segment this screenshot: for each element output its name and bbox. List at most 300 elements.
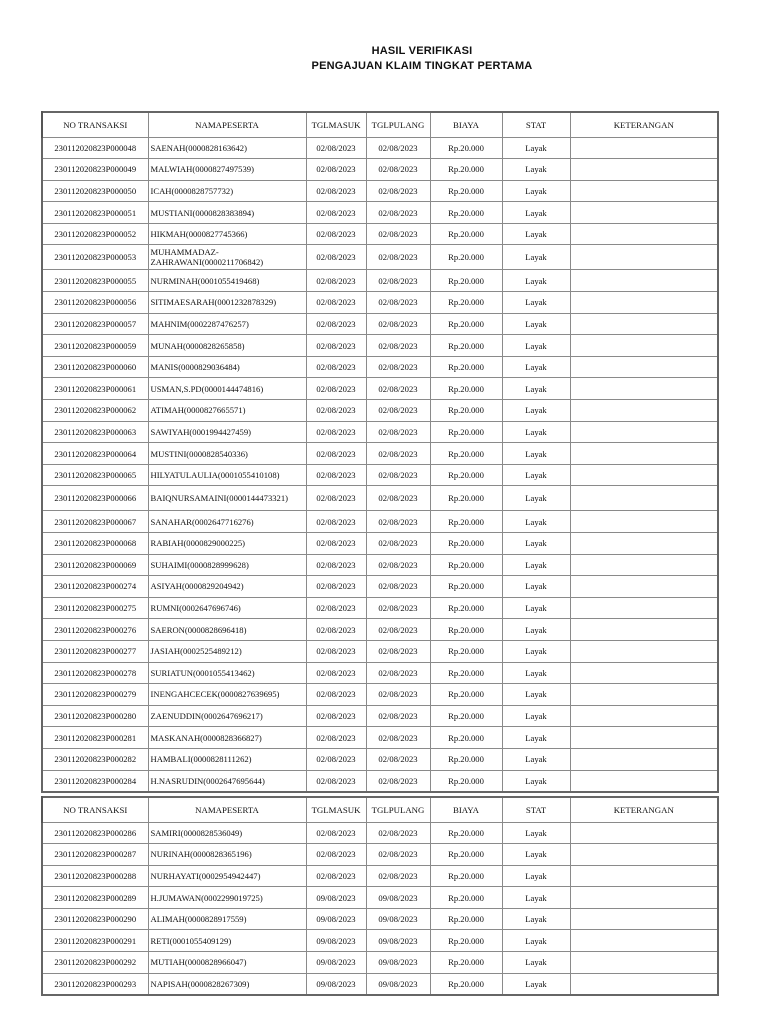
cell-biaya: Rp.20.000 <box>430 421 502 443</box>
cell-tglpulang: 02/08/2023 <box>366 202 430 224</box>
cell-no-transaksi: 230112020823P000057 <box>42 313 148 335</box>
cell-keterangan <box>570 597 718 619</box>
cell-stat: Layak <box>502 770 570 792</box>
cell-stat: Layak <box>502 822 570 844</box>
cell-tglmasuk: 02/08/2023 <box>306 619 366 641</box>
cell-namapeserta: RETI(0001055409129) <box>148 930 306 952</box>
cell-stat: Layak <box>502 887 570 909</box>
cell-keterangan <box>570 356 718 378</box>
cell-stat: Layak <box>502 292 570 314</box>
cell-biaya: Rp.20.000 <box>430 597 502 619</box>
cell-no-transaksi: 230112020823P000279 <box>42 684 148 706</box>
cell-tglpulang: 02/08/2023 <box>366 748 430 770</box>
cell-namapeserta: SURIATUN(0001055413462) <box>148 662 306 684</box>
cell-biaya: Rp.20.000 <box>430 270 502 292</box>
cell-namapeserta: SAERON(0000828696418) <box>148 619 306 641</box>
cell-keterangan <box>570 137 718 159</box>
cell-no-transaksi: 230112020823P000066 <box>42 486 148 511</box>
table-row <box>42 137 718 159</box>
cell-tglpulang: 09/08/2023 <box>366 908 430 930</box>
table-row <box>42 844 718 866</box>
cell-keterangan <box>570 292 718 314</box>
cell-keterangan <box>570 705 718 727</box>
cell-no-transaksi: 230112020823P000290 <box>42 908 148 930</box>
table-row <box>42 378 718 400</box>
cell-keterangan <box>570 576 718 598</box>
cell-tglpulang: 02/08/2023 <box>366 464 430 486</box>
cell-stat: Layak <box>502 576 570 598</box>
cell-tglpulang: 09/08/2023 <box>366 930 430 952</box>
table-row <box>42 159 718 181</box>
cell-namapeserta: SAENAH(0000828163642) <box>148 137 306 159</box>
cell-biaya: Rp.20.000 <box>430 640 502 662</box>
cell-namapeserta: ALIMAH(0000828917559) <box>148 908 306 930</box>
cell-keterangan <box>570 443 718 465</box>
table-row <box>42 421 718 443</box>
cell-stat: Layak <box>502 705 570 727</box>
cell-tglpulang: 02/08/2023 <box>366 662 430 684</box>
cell-tglmasuk: 02/08/2023 <box>306 464 366 486</box>
cell-namapeserta: RUMNI(0002647696746) <box>148 597 306 619</box>
cell-biaya: Rp.20.000 <box>430 619 502 641</box>
cell-stat: Layak <box>502 159 570 181</box>
cell-tglmasuk: 02/08/2023 <box>306 684 366 706</box>
col-tglpulang-header: TGLPULANG <box>366 112 430 137</box>
cell-no-transaksi: 230112020823P000051 <box>42 202 148 224</box>
cell-tglpulang: 02/08/2023 <box>366 554 430 576</box>
cell-stat: Layak <box>502 223 570 245</box>
cell-tglmasuk: 09/08/2023 <box>306 952 366 974</box>
cell-namapeserta: ASIYAH(0000829204942) <box>148 576 306 598</box>
cell-no-transaksi: 230112020823P000053 <box>42 245 148 270</box>
cell-no-transaksi: 230112020823P000062 <box>42 400 148 422</box>
cell-biaya: Rp.20.000 <box>430 727 502 749</box>
table-row <box>42 748 718 770</box>
table-row <box>42 597 718 619</box>
cell-stat: Layak <box>502 421 570 443</box>
col-no-transaksi-header: NO TRANSAKSI <box>42 112 148 137</box>
table-row <box>42 511 718 533</box>
cell-stat: Layak <box>502 908 570 930</box>
cell-tglmasuk: 09/08/2023 <box>306 908 366 930</box>
col-tglmasuk-header: TGLMASUK <box>306 797 366 822</box>
col-no-transaksi-header: NO TRANSAKSI <box>42 797 148 822</box>
cell-tglmasuk: 09/08/2023 <box>306 930 366 952</box>
cell-biaya: Rp.20.000 <box>430 137 502 159</box>
cell-tglpulang: 02/08/2023 <box>366 486 430 511</box>
cell-tglmasuk: 02/08/2023 <box>306 748 366 770</box>
cell-namapeserta: INENGAHCECEK(0000827639695) <box>148 684 306 706</box>
cell-namapeserta: MUNAH(0000828265858) <box>148 335 306 357</box>
cell-namapeserta: HAMBALI(0000828111262) <box>148 748 306 770</box>
cell-biaya: Rp.20.000 <box>430 554 502 576</box>
cell-namapeserta: MUSTIANI(0000828383894) <box>148 202 306 224</box>
table-row <box>42 443 718 465</box>
cell-stat: Layak <box>502 727 570 749</box>
cell-biaya: Rp.20.000 <box>430 684 502 706</box>
table-row <box>42 908 718 930</box>
cell-biaya: Rp.20.000 <box>430 705 502 727</box>
cell-biaya: Rp.20.000 <box>430 223 502 245</box>
cell-biaya: Rp.20.000 <box>430 335 502 357</box>
cell-namapeserta: SUHAIMI(0000828999628) <box>148 554 306 576</box>
table-row <box>42 202 718 224</box>
cell-no-transaksi: 230112020823P000286 <box>42 822 148 844</box>
table-row <box>42 930 718 952</box>
cell-no-transaksi: 230112020823P000048 <box>42 137 148 159</box>
cell-biaya: Rp.20.000 <box>430 973 502 995</box>
cell-namapeserta: ZAENUDDIN(0002647696217) <box>148 705 306 727</box>
table-row <box>42 245 718 270</box>
col-namapeserta-header: NAMAPESERTA <box>148 797 306 822</box>
cell-tglpulang: 02/08/2023 <box>366 511 430 533</box>
cell-namapeserta: MASKANAH(0000828366827) <box>148 727 306 749</box>
cell-no-transaksi: 230112020823P000280 <box>42 705 148 727</box>
table-row <box>42 952 718 974</box>
cell-biaya: Rp.20.000 <box>430 443 502 465</box>
cell-keterangan <box>570 770 718 792</box>
cell-tglmasuk: 02/08/2023 <box>306 292 366 314</box>
cell-biaya: Rp.20.000 <box>430 511 502 533</box>
cell-no-transaksi: 230112020823P000293 <box>42 973 148 995</box>
cell-stat: Layak <box>502 930 570 952</box>
table-row <box>42 705 718 727</box>
cell-stat: Layak <box>502 511 570 533</box>
cell-stat: Layak <box>502 952 570 974</box>
cell-keterangan <box>570 930 718 952</box>
cell-keterangan <box>570 202 718 224</box>
cell-tglpulang: 02/08/2023 <box>366 245 430 270</box>
cell-biaya: Rp.20.000 <box>430 400 502 422</box>
cell-no-transaksi: 230112020823P000287 <box>42 844 148 866</box>
cell-namapeserta: H.NASRUDIN(0002647695644) <box>148 770 306 792</box>
cell-keterangan <box>570 908 718 930</box>
col-tglpulang-header: TGLPULANG <box>366 797 430 822</box>
cell-no-transaksi: 230112020823P000061 <box>42 378 148 400</box>
col-keterangan-header: KETERANGAN <box>570 797 718 822</box>
cell-tglmasuk: 02/08/2023 <box>306 223 366 245</box>
cell-namapeserta: SAWIYAH(0001994427459) <box>148 421 306 443</box>
cell-no-transaksi: 230112020823P000055 <box>42 270 148 292</box>
cell-stat: Layak <box>502 270 570 292</box>
cell-namapeserta: SANAHAR(0002647716276) <box>148 511 306 533</box>
cell-no-transaksi: 230112020823P000291 <box>42 930 148 952</box>
cell-tglmasuk: 02/08/2023 <box>306 137 366 159</box>
cell-stat: Layak <box>502 180 570 202</box>
cell-tglpulang: 02/08/2023 <box>366 865 430 887</box>
cell-tglpulang: 02/08/2023 <box>366 684 430 706</box>
cell-stat: Layak <box>502 335 570 357</box>
cell-keterangan <box>570 748 718 770</box>
cell-stat: Layak <box>502 245 570 270</box>
cell-tglpulang: 02/08/2023 <box>366 421 430 443</box>
cell-namapeserta: MUTIAH(0000828966047) <box>148 952 306 974</box>
table-row <box>42 973 718 995</box>
cell-keterangan <box>570 400 718 422</box>
cell-tglmasuk: 02/08/2023 <box>306 640 366 662</box>
cell-keterangan <box>570 245 718 270</box>
table-row <box>42 727 718 749</box>
cell-keterangan <box>570 619 718 641</box>
claims-table-2 <box>41 796 719 996</box>
cell-tglpulang: 02/08/2023 <box>366 159 430 181</box>
cell-no-transaksi: 230112020823P000064 <box>42 443 148 465</box>
table-row <box>42 292 718 314</box>
cell-stat: Layak <box>502 640 570 662</box>
cell-tglpulang: 02/08/2023 <box>366 400 430 422</box>
cell-tglpulang: 02/08/2023 <box>366 335 430 357</box>
cell-keterangan <box>570 554 718 576</box>
cell-namapeserta: MUSTINI(0000828540336) <box>148 443 306 465</box>
col-biaya-header: BIAYA <box>430 797 502 822</box>
cell-tglpulang: 02/08/2023 <box>366 443 430 465</box>
cell-tglpulang: 02/08/2023 <box>366 822 430 844</box>
cell-stat: Layak <box>502 486 570 511</box>
cell-no-transaksi: 230112020823P000275 <box>42 597 148 619</box>
cell-keterangan <box>570 662 718 684</box>
cell-no-transaksi: 230112020823P000049 <box>42 159 148 181</box>
cell-biaya: Rp.20.000 <box>430 245 502 270</box>
cell-biaya: Rp.20.000 <box>430 822 502 844</box>
cell-stat: Layak <box>502 443 570 465</box>
col-keterangan-header: KETERANGAN <box>570 112 718 137</box>
cell-stat: Layak <box>502 748 570 770</box>
cell-stat: Layak <box>502 137 570 159</box>
cell-keterangan <box>570 159 718 181</box>
cell-namapeserta: SITIMAESARAH(0001232878329) <box>148 292 306 314</box>
cell-no-transaksi: 230112020823P000277 <box>42 640 148 662</box>
cell-tglpulang: 02/08/2023 <box>366 378 430 400</box>
cell-tglmasuk: 02/08/2023 <box>306 313 366 335</box>
table-row <box>42 223 718 245</box>
cell-tglpulang: 02/08/2023 <box>366 292 430 314</box>
cell-tglpulang: 02/08/2023 <box>366 223 430 245</box>
cell-stat: Layak <box>502 684 570 706</box>
cell-no-transaksi: 230112020823P000056 <box>42 292 148 314</box>
cell-tglmasuk: 02/08/2023 <box>306 597 366 619</box>
cell-tglpulang: 02/08/2023 <box>366 640 430 662</box>
col-stat-header: STAT <box>502 112 570 137</box>
cell-tglpulang: 09/08/2023 <box>366 952 430 974</box>
cell-keterangan <box>570 223 718 245</box>
table-row <box>42 822 718 844</box>
claims-table-1 <box>41 111 719 793</box>
cell-keterangan <box>570 822 718 844</box>
cell-tglmasuk: 02/08/2023 <box>306 356 366 378</box>
cell-stat: Layak <box>502 533 570 555</box>
cell-biaya: Rp.20.000 <box>430 378 502 400</box>
table-row <box>42 554 718 576</box>
cell-biaya: Rp.20.000 <box>430 576 502 598</box>
cell-no-transaksi: 230112020823P000065 <box>42 464 148 486</box>
col-namapeserta-header: NAMAPESERTA <box>148 112 306 137</box>
cell-keterangan <box>570 486 718 511</box>
cell-biaya: Rp.20.000 <box>430 770 502 792</box>
cell-namapeserta: MANIS(0000829036484) <box>148 356 306 378</box>
cell-tglmasuk: 02/08/2023 <box>306 865 366 887</box>
cell-tglmasuk: 02/08/2023 <box>306 486 366 511</box>
table-row <box>42 464 718 486</box>
cell-namapeserta: HILYATULAULIA(0001055410108) <box>148 464 306 486</box>
cell-namapeserta: SAMIRI(0000828536049) <box>148 822 306 844</box>
cell-keterangan <box>570 180 718 202</box>
table-row <box>42 180 718 202</box>
col-biaya-header: BIAYA <box>430 112 502 137</box>
cell-no-transaksi: 230112020823P000063 <box>42 421 148 443</box>
cell-keterangan <box>570 844 718 866</box>
cell-stat: Layak <box>502 973 570 995</box>
cell-tglmasuk: 02/08/2023 <box>306 202 366 224</box>
cell-biaya: Rp.20.000 <box>430 464 502 486</box>
cell-no-transaksi: 230112020823P000276 <box>42 619 148 641</box>
col-stat-header: STAT <box>502 797 570 822</box>
cell-tglpulang: 02/08/2023 <box>366 597 430 619</box>
cell-no-transaksi: 230112020823P000274 <box>42 576 148 598</box>
cell-no-transaksi: 230112020823P000282 <box>42 748 148 770</box>
cell-biaya: Rp.20.000 <box>430 486 502 511</box>
cell-biaya: Rp.20.000 <box>430 908 502 930</box>
cell-tglpulang: 09/08/2023 <box>366 973 430 995</box>
cell-tglmasuk: 02/08/2023 <box>306 770 366 792</box>
cell-tglmasuk: 02/08/2023 <box>306 727 366 749</box>
table-row <box>42 576 718 598</box>
cell-biaya: Rp.20.000 <box>430 356 502 378</box>
cell-tglmasuk: 09/08/2023 <box>306 887 366 909</box>
table-row <box>42 400 718 422</box>
cell-keterangan <box>570 464 718 486</box>
document-subtitle: PENGAJUAN KLAIM TINGKAT PERTAMA <box>311 60 533 72</box>
cell-biaya: Rp.20.000 <box>430 662 502 684</box>
cell-biaya: Rp.20.000 <box>430 202 502 224</box>
cell-tglpulang: 09/08/2023 <box>366 887 430 909</box>
cell-namapeserta: USMAN,S.PD(0000144474816) <box>148 378 306 400</box>
cell-biaya: Rp.20.000 <box>430 533 502 555</box>
cell-namapeserta: HIKMAH(0000827745366) <box>148 223 306 245</box>
cell-stat: Layak <box>502 865 570 887</box>
cell-namapeserta: MUHAMMADAZ-ZAHRAWANI(0000211706842) <box>148 245 306 270</box>
cell-stat: Layak <box>502 313 570 335</box>
cell-tglpulang: 02/08/2023 <box>366 727 430 749</box>
cell-tglmasuk: 02/08/2023 <box>306 443 366 465</box>
cell-stat: Layak <box>502 554 570 576</box>
cell-biaya: Rp.20.000 <box>430 930 502 952</box>
cell-keterangan <box>570 865 718 887</box>
cell-keterangan <box>570 684 718 706</box>
cell-no-transaksi: 230112020823P000281 <box>42 727 148 749</box>
col-tglmasuk-header: TGLMASUK <box>306 112 366 137</box>
cell-stat: Layak <box>502 619 570 641</box>
cell-no-transaksi: 230112020823P000292 <box>42 952 148 974</box>
cell-stat: Layak <box>502 844 570 866</box>
table-row <box>42 640 718 662</box>
cell-stat: Layak <box>502 464 570 486</box>
cell-namapeserta: NURHAYATI(0002954942447) <box>148 865 306 887</box>
cell-biaya: Rp.20.000 <box>430 180 502 202</box>
table-row <box>42 356 718 378</box>
cell-biaya: Rp.20.000 <box>430 313 502 335</box>
table-row <box>42 313 718 335</box>
cell-no-transaksi: 230112020823P000050 <box>42 180 148 202</box>
cell-keterangan <box>570 313 718 335</box>
cell-biaya: Rp.20.000 <box>430 952 502 974</box>
document-title: HASIL VERIFIKASI <box>371 45 473 57</box>
table-row <box>42 662 718 684</box>
cell-biaya: Rp.20.000 <box>430 159 502 181</box>
cell-tglmasuk: 02/08/2023 <box>306 400 366 422</box>
cell-tglmasuk: 02/08/2023 <box>306 511 366 533</box>
cell-no-transaksi: 230112020823P000289 <box>42 887 148 909</box>
cell-biaya: Rp.20.000 <box>430 865 502 887</box>
cell-tglmasuk: 02/08/2023 <box>306 554 366 576</box>
cell-tglpulang: 02/08/2023 <box>366 533 430 555</box>
cell-stat: Layak <box>502 662 570 684</box>
cell-tglmasuk: 02/08/2023 <box>306 180 366 202</box>
cell-no-transaksi: 230112020823P000288 <box>42 865 148 887</box>
cell-tglmasuk: 02/08/2023 <box>306 533 366 555</box>
cell-tglpulang: 02/08/2023 <box>366 356 430 378</box>
cell-namapeserta: JASIAH(0002525489212) <box>148 640 306 662</box>
cell-keterangan <box>570 270 718 292</box>
cell-namapeserta: ATIMAH(0000827665571) <box>148 400 306 422</box>
table-row <box>42 619 718 641</box>
table-row <box>42 865 718 887</box>
cell-stat: Layak <box>502 356 570 378</box>
cell-tglpulang: 02/08/2023 <box>366 313 430 335</box>
cell-tglpulang: 02/08/2023 <box>366 770 430 792</box>
cell-no-transaksi: 230112020823P000278 <box>42 662 148 684</box>
cell-tglpulang: 02/08/2023 <box>366 270 430 292</box>
cell-namapeserta: NURINAH(0000828365196) <box>148 844 306 866</box>
cell-keterangan <box>570 421 718 443</box>
cell-keterangan <box>570 511 718 533</box>
cell-no-transaksi: 230112020823P000052 <box>42 223 148 245</box>
cell-biaya: Rp.20.000 <box>430 292 502 314</box>
cell-namapeserta: NURMINAH(0001055419468) <box>148 270 306 292</box>
cell-tglmasuk: 02/08/2023 <box>306 822 366 844</box>
cell-namapeserta: MAHNIM(0002287476257) <box>148 313 306 335</box>
table-row <box>42 270 718 292</box>
cell-namapeserta: RABIAH(0000829000225) <box>148 533 306 555</box>
cell-namapeserta: NAPISAH(0000828267309) <box>148 973 306 995</box>
cell-namapeserta: ICAH(0000828757732) <box>148 180 306 202</box>
cell-no-transaksi: 230112020823P000059 <box>42 335 148 357</box>
cell-keterangan <box>570 378 718 400</box>
table-row <box>42 533 718 555</box>
cell-stat: Layak <box>502 378 570 400</box>
cell-tglmasuk: 02/08/2023 <box>306 270 366 292</box>
cell-keterangan <box>570 973 718 995</box>
cell-tglpulang: 02/08/2023 <box>366 180 430 202</box>
cell-tglmasuk: 02/08/2023 <box>306 378 366 400</box>
cell-keterangan <box>570 533 718 555</box>
cell-tglmasuk: 02/08/2023 <box>306 662 366 684</box>
cell-biaya: Rp.20.000 <box>430 887 502 909</box>
cell-tglpulang: 02/08/2023 <box>366 619 430 641</box>
cell-no-transaksi: 230112020823P000284 <box>42 770 148 792</box>
table-row <box>42 486 718 511</box>
cell-stat: Layak <box>502 597 570 619</box>
cell-tglmasuk: 02/08/2023 <box>306 335 366 357</box>
table-row <box>42 684 718 706</box>
cell-no-transaksi: 230112020823P000068 <box>42 533 148 555</box>
cell-keterangan <box>570 335 718 357</box>
cell-tglpulang: 02/08/2023 <box>366 705 430 727</box>
table-row <box>42 335 718 357</box>
cell-tglmasuk: 02/08/2023 <box>306 576 366 598</box>
table-row <box>42 770 718 792</box>
cell-tglmasuk: 02/08/2023 <box>306 245 366 270</box>
cell-tglpulang: 02/08/2023 <box>366 844 430 866</box>
